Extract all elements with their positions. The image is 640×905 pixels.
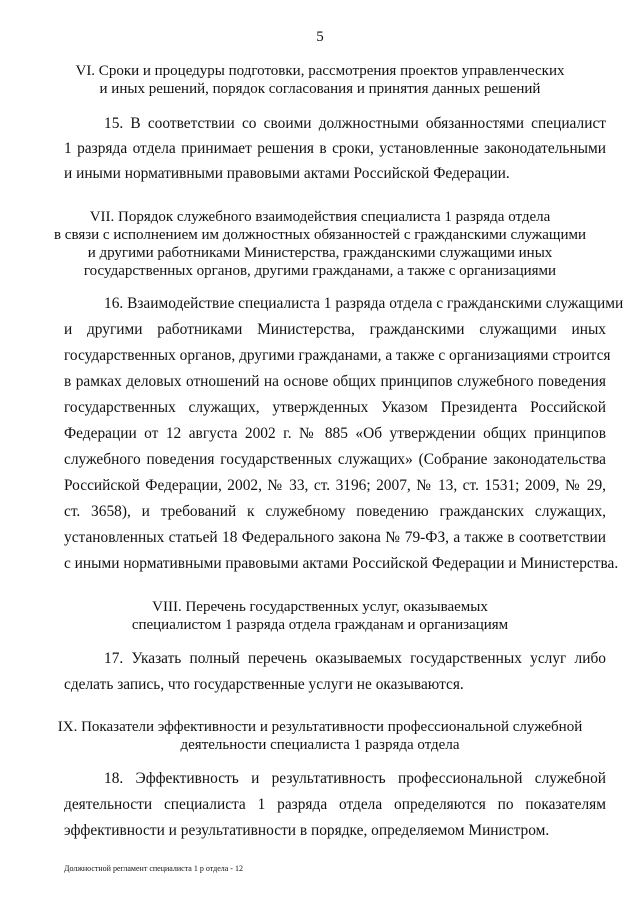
paragraph-line: государственных органов, другими гражданами, а также с организациями строится: [64, 347, 611, 364]
heading-line: VI. Сроки и процедуры подготовки, рассмотрения проектов управленческих: [75, 63, 565, 79]
paragraph-line: 16. Взаимодействие специалиста 1 разряда отдела с гражданскими служащими: [104, 295, 624, 312]
section-heading: [40, 62, 600, 98]
footer-note: Должностной регламент специалиста 1 р отдела - 12: [64, 864, 243, 873]
paragraph-line: и иными нормативными правовыми актами Российской Федерации.: [64, 165, 510, 182]
heading-line: VII. Порядок служебного взаимодействия специалиста 1 разряда отдела: [89, 209, 551, 225]
paragraph-line: Федерации от 12 августа 2002 г. № 885 «Об утверждении общих принципов: [64, 425, 606, 442]
heading-line: IX. Показатели эффективности и результативности профессиональной служебной: [57, 719, 583, 735]
paragraph-line: сделать запись, что государственные услуги не оказываются.: [64, 676, 464, 693]
heading-line: государственных органов, другими гражданами, а также с организациями: [83, 263, 557, 279]
paragraph-line: Российской Федерации, 2002, № 33, ст. 3196; 2007, № 13, ст. 1531; 2009, № 29,: [64, 477, 606, 494]
section-heading: [40, 208, 600, 280]
paragraph-line: служебного поведения государственных служащих» (Собрание законодательства: [64, 451, 606, 468]
heading-line: и другими работниками Министерства, гражданскими служащими иных: [87, 245, 553, 261]
paragraph-line: эффективности и результативности в порядке, определяемом Министром.: [64, 822, 550, 839]
page-number: 5: [316, 29, 324, 45]
heading-line: VIII. Перечень государственных услуг, оказываемых: [152, 599, 488, 615]
heading-line: в связи с исполнением им должностных обязанностей с гражданскими служащими: [53, 227, 587, 243]
paragraph-line: с иными нормативными правовыми актами Российской Федерации и Министерства.: [64, 555, 619, 572]
heading-line: деятельности специалиста 1 разряда отдела: [180, 737, 460, 753]
paragraph-line: 18. Эффективность и результативность профессиональной служебной: [104, 770, 606, 787]
paragraph-line: ст. 3658), и требований к служебному поведению гражданских служащих,: [64, 503, 606, 520]
paragraph-line: в рамках деловых отношений на основе общих принципов служебного поведения: [64, 373, 606, 390]
section-heading: [40, 718, 600, 754]
paragraph-line: и другими работниками Министерства, гражданскими служащими иных: [64, 321, 606, 338]
paragraph-line: 1 разряда отдела принимает решения в сроки, установленные законодательными: [64, 140, 606, 157]
paragraph-line: государственных служащих, утвержденных Указом Президента Российской: [64, 399, 606, 416]
heading-line: специалистом 1 разряда отдела гражданам и организациям: [131, 617, 509, 633]
paragraph-line: установленных статьей 18 Федерального закона № 79-ФЗ, а также в соответствии: [64, 529, 606, 546]
paragraph-line: 17. Указать полный перечень оказываемых государственных услуг либо: [104, 650, 606, 667]
heading-line: и иных решений, порядок согласования и принятия данных решений: [99, 81, 541, 97]
paragraph-line: 15. В соответствии со своими должностными обязанностями специалист: [104, 115, 606, 132]
section-heading: [40, 598, 600, 634]
paragraph-line: деятельности специалиста 1 разряда отдела определяются по показателям: [64, 796, 606, 813]
